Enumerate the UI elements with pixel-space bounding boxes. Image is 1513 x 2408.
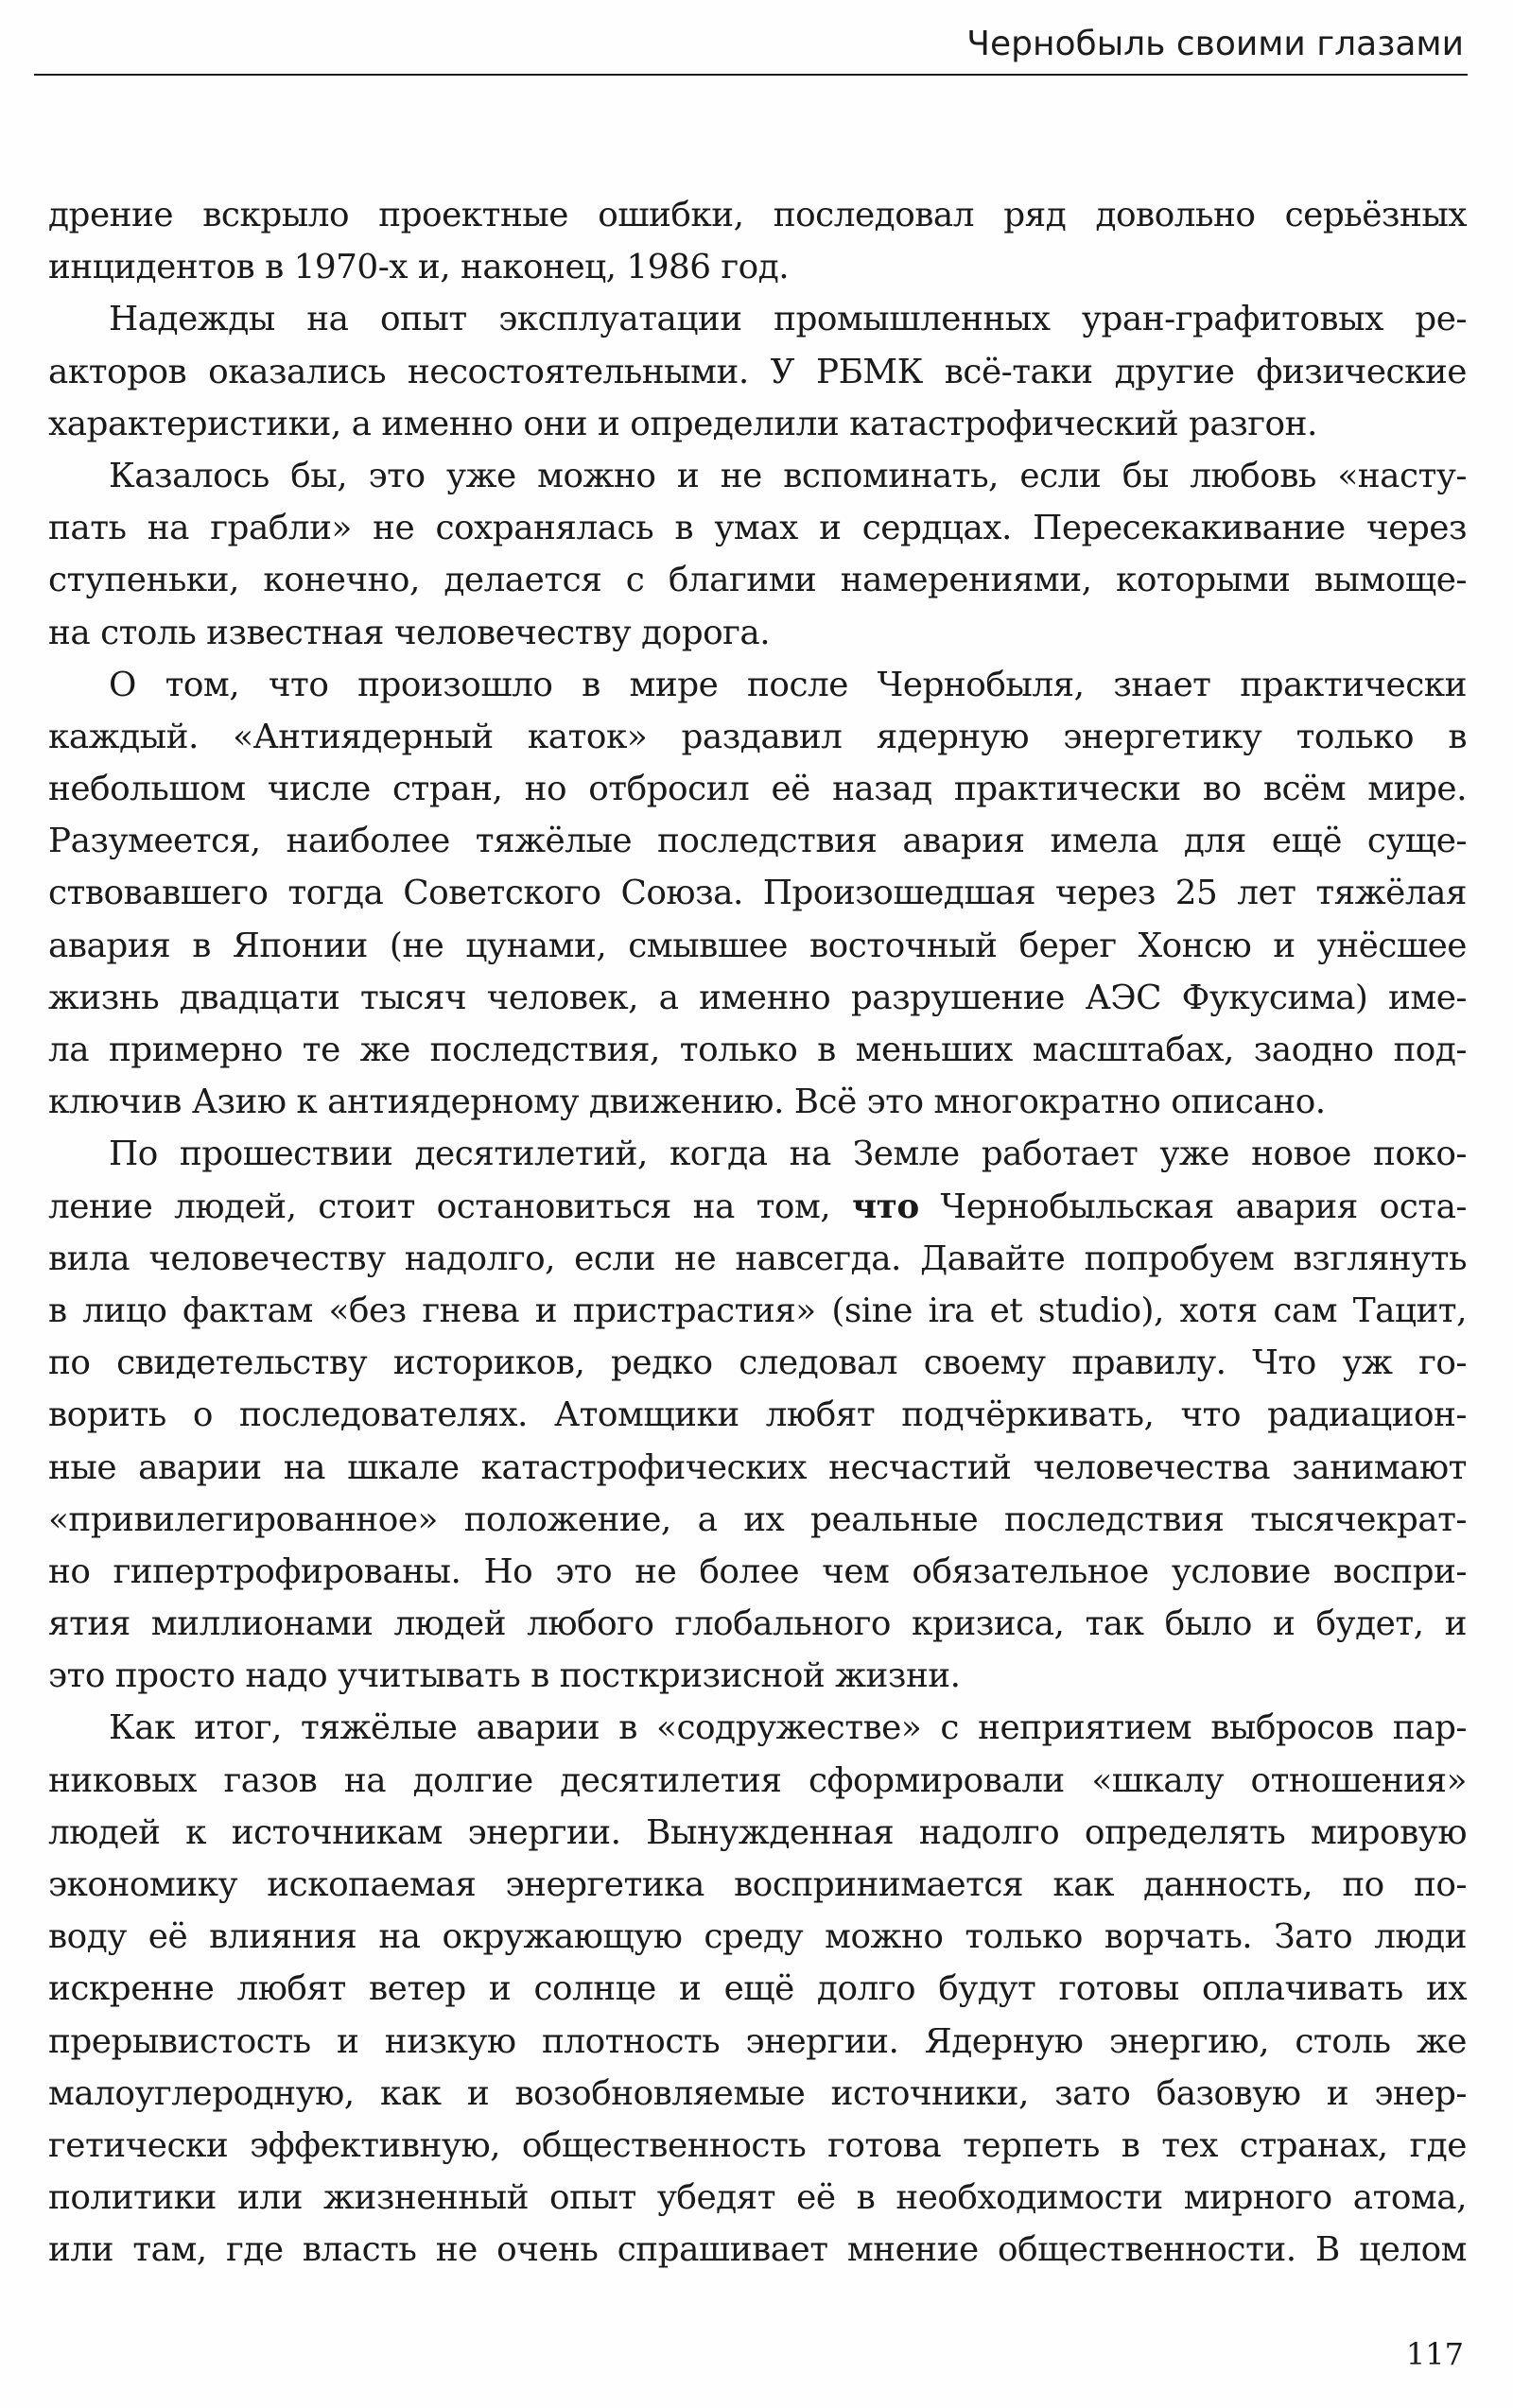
text-line: жизнь двадцати тысяч человек, а именно разрушение АЭС Фукусима) име- xyxy=(48,978,1467,1017)
text-line: ворить о последователях. Атомщики любят подчёркивать, что радиацион- xyxy=(48,1395,1467,1435)
text-line: людей к источникам энергии. Вынужденная надолго определять мировую xyxy=(48,1812,1467,1852)
text-line: на столь известная человечеству дорога. xyxy=(48,613,771,652)
text-line: ятия миллионами людей любого глобального кризиса, так было и будет, и xyxy=(48,1604,1467,1644)
text-line: воду её влияния на окружающую среду можно только ворчать. Зато люди xyxy=(48,1917,1467,1957)
text-line: каждый. «Антиядерный каток» раздавил ядерную энергетику только в xyxy=(48,717,1467,756)
text-line: небольшом числе стран, но отбросил её назад практически во всём мире. xyxy=(48,770,1467,809)
text-line: малоуглеродную, как и возобновляемые источники, зато базовую и энер- xyxy=(48,2073,1467,2113)
text-line: пать на грабли» не сохранялась в умах и сердцах. Пересекакивание через xyxy=(48,509,1467,548)
text-line: это просто надо учитывать в посткризисной жизни. xyxy=(48,1656,961,1696)
text-line: дрение вскрыло проектные ошибки, последовал ряд довольно серьёзных xyxy=(48,196,1467,234)
body-text xyxy=(48,189,1467,2277)
text-line: По прошествии десятилетий, когда на Земле работает уже новое поко- xyxy=(109,1135,1467,1174)
text-line: политики или жизненный опыт убедят её в необходимости мирного атома, xyxy=(48,2178,1467,2218)
text-line: «привилегированное» положение, а их реальные последствия тысячекрат- xyxy=(48,1499,1467,1539)
text-segment: Чернобыльская авария оста- xyxy=(918,1187,1468,1226)
running-title: Чернобыль своими глазами xyxy=(966,25,1464,63)
text-line: гетически эффективную, общественность готова терпеть в тех странах, где xyxy=(48,2125,1467,2165)
text-line: Казалось бы, это уже можно и не вспоминать, если бы любовь «насту- xyxy=(109,456,1467,495)
text-line: экономику ископаемая энергетика воспринимается как данность, по по- xyxy=(48,1865,1467,1904)
text-line: ствовавшего тогда Советского Союза. Произошедшая через 25 лет тяжёлая xyxy=(48,874,1467,913)
text-line: Как итог, тяжёлые аварии в «содружестве» с неприятием выбросов пар- xyxy=(109,1708,1467,1748)
text-line: О том, что произошло в мире после Чернобыля, знает практически xyxy=(109,665,1467,704)
text-line: Надежды на опыт эксплуатации промышленных уран-графитовых ре- xyxy=(109,300,1467,339)
text-line: ключив Азию к антиядерному движению. Всё это многократно описано. xyxy=(48,1083,1326,1122)
text-line: инцидентов в 1970-х и, наконец, 1986 год. xyxy=(48,248,790,287)
text-segment: ление людей, стоит остановиться на том, xyxy=(48,1187,852,1226)
text-line: вила человечеству надолго, если не навсегда. Давайте попробуем взглянуть xyxy=(48,1239,1467,1278)
text-line: ступеньки, конечно, делается с благими намерениями, которыми вымоще- xyxy=(48,561,1467,600)
text-line: ла примерно те же последствия, только в меньших масштабах, заодно под- xyxy=(48,1031,1467,1069)
page-number: 117 xyxy=(1405,2336,1464,2372)
text-line: или там, где власть не очень спрашивает мнение общественности. В целом xyxy=(48,2230,1467,2270)
text-line: акторов оказались несостоятельными. У РБМК всё-таки другие физические xyxy=(48,352,1467,391)
text-line: но гипертрофированы. Но это не более чем обязательное условие воспри- xyxy=(48,1551,1467,1591)
text-line: прерывистость и низкую плотность энергии. Ядерную энергию, столь же xyxy=(48,2021,1467,2061)
emphasis-word: что xyxy=(851,1186,919,1226)
text-line: по свидетельству историков, редко следовал своему правилу. Что уж го- xyxy=(48,1343,1467,1383)
text-line: ные аварии на шкале катастрофических несчастий человечества занимают xyxy=(48,1447,1467,1487)
text-line: авария в Японии (не цунами, смывшее восточный берег Хонсю и унёсшее xyxy=(48,926,1467,965)
text-line-with-emphasis xyxy=(48,1181,1467,1233)
header-rule xyxy=(34,74,1468,76)
text-line: Разумеется, наиболее тяжёлые последствия авария имела для ещё суще- xyxy=(48,822,1467,861)
text-line: искренне любят ветер и солнце и ещё долго будут готовы оплачивать их xyxy=(48,1969,1467,2009)
text-line: никовых газов на долгие десятилетия сформировали «шкалу отношения» xyxy=(48,1760,1467,1800)
text-line: характеристики, а именно они и определили катастрофический разгон. xyxy=(48,404,1317,443)
text-line: в лицо фактам «без гнева и пристрастия» (sine ira et studio), хотя сам Тацит, xyxy=(48,1291,1467,1330)
